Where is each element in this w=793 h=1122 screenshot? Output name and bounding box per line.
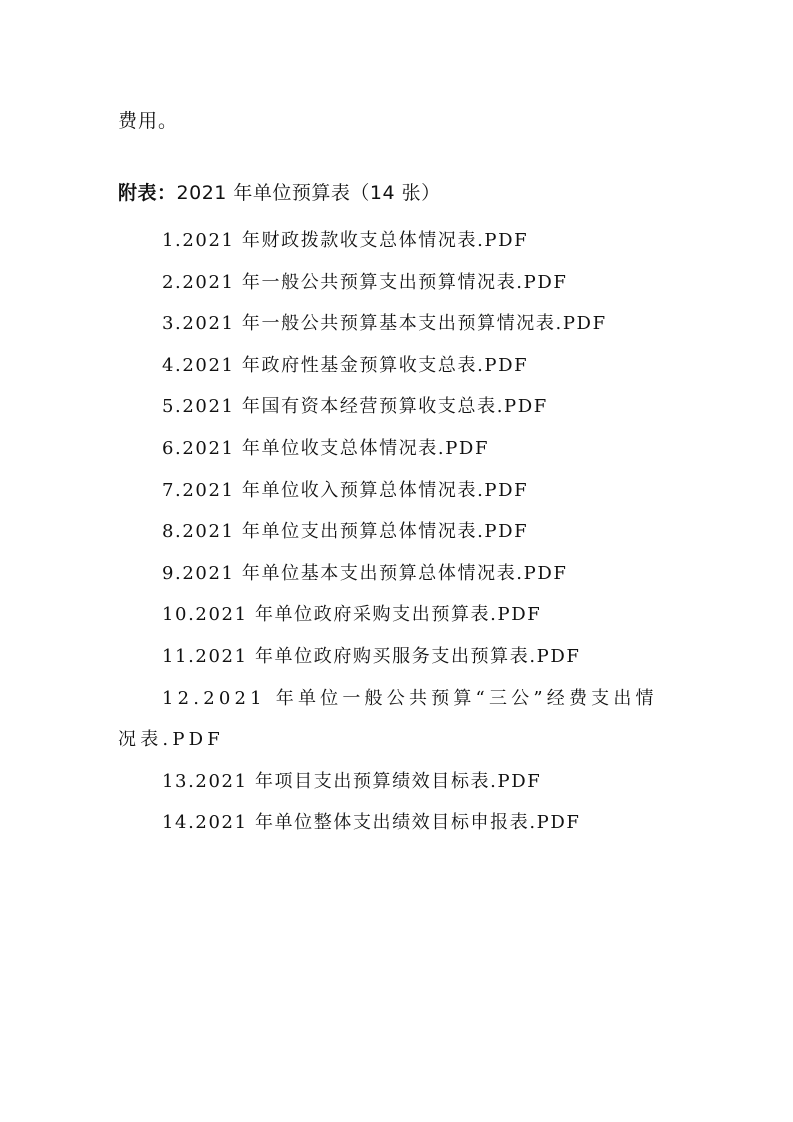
heading-label: 附表： bbox=[118, 182, 177, 204]
attachment-item-3: 3.2021 年一般公共预算基本支出预算情况表.PDF bbox=[162, 313, 607, 335]
attachment-item-2: 2.2021 年一般公共预算支出预算情况表.PDF bbox=[162, 271, 568, 293]
attachment-item-13: 13.2021 年项目支出预算绩效目标表.PDF bbox=[162, 770, 542, 792]
attachment-item-12: 12.2021 年单位一般公共预算“三公”经费支出情况表.PDF bbox=[118, 687, 658, 751]
attachment-item-5: 5.2021 年国有资本经营预算收支总表.PDF bbox=[162, 396, 548, 418]
attachment-item-7: 7.2021 年单位收入预算总体情况表.PDF bbox=[162, 479, 529, 501]
attachment-item-10: 10.2021 年单位政府采购支出预算表.PDF bbox=[162, 604, 542, 626]
attachment-item-4: 4.2021 年政府性基金预算收支总表.PDF bbox=[162, 354, 529, 376]
attachment-list bbox=[118, 220, 678, 844]
attachment-item-1: 1.2021 年财政拨款收支总体情况表.PDF bbox=[162, 230, 529, 251]
attachments-heading bbox=[118, 178, 441, 205]
attachment-item-9: 9.2021 年单位基本支出预算总体情况表.PDF bbox=[162, 562, 568, 584]
attachment-item-14: 14.2021 年单位整体支出绩效目标申报表.PDF bbox=[162, 812, 581, 834]
attachment-item-11: 11.2021 年单位政府购买服务支出预算表.PDF bbox=[162, 645, 581, 667]
attachment-item-6: 6.2021 年单位收支总体情况表.PDF bbox=[162, 437, 490, 459]
intro-text: 费用。 bbox=[118, 110, 179, 132]
attachment-item-8: 8.2021 年单位支出预算总体情况表.PDF bbox=[162, 521, 529, 543]
heading-title: 2021 年单位预算表（14 张） bbox=[176, 182, 441, 204]
